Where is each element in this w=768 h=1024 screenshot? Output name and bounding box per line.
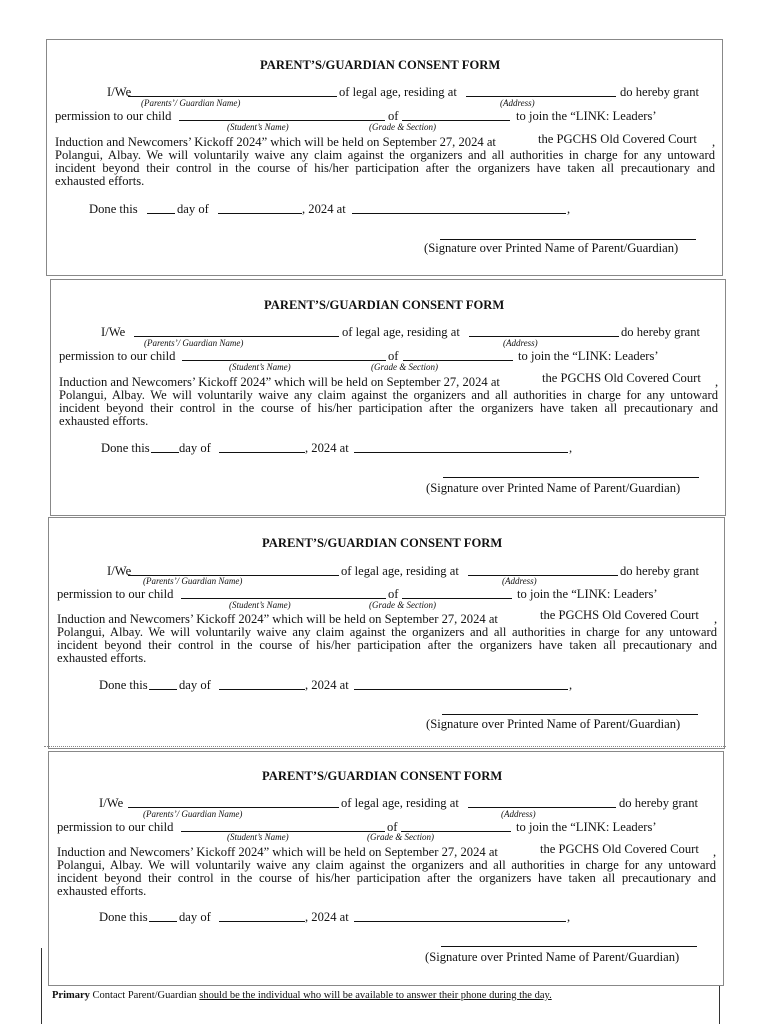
grant-text: do hereby grant xyxy=(620,564,700,578)
month-field[interactable] xyxy=(219,921,305,922)
consent-form-3 xyxy=(48,517,725,749)
parent-name-caption: (Parents’/ Guardian Name) xyxy=(144,338,244,348)
venue-comma: , xyxy=(712,135,716,149)
month-field[interactable] xyxy=(219,452,305,453)
legal-age-text: of legal age, residing at xyxy=(342,325,460,339)
join-text: to join the “LINK: Leaders’ xyxy=(518,349,659,363)
form-title: PARENT’S/GUARDIAN CONSENT FORM xyxy=(264,298,505,312)
waiver-line-2: incident beyond their control in the course of his/her participation after the organizers have taken all precautionary and xyxy=(57,638,717,652)
join-text: to join the “LINK: Leaders’ xyxy=(517,587,658,601)
address-field[interactable] xyxy=(468,575,618,576)
venue-text: the PGCHS Old Covered Court xyxy=(542,371,701,385)
student-name-field[interactable] xyxy=(179,120,385,121)
place-comma: , xyxy=(569,441,573,455)
waiver-line-1: Polangui, Albay. We will voluntarily waive any claim against the organizers and all authorities in charge for any untoward xyxy=(57,858,716,872)
place-field[interactable] xyxy=(354,452,568,453)
legal-age-text: of legal age, residing at xyxy=(341,796,459,810)
place-field[interactable] xyxy=(352,213,566,214)
signature-caption: (Signature over Printed Name of Parent/Guardian) xyxy=(425,950,680,964)
venue-comma: , xyxy=(713,845,717,859)
done-this-text: Done this xyxy=(99,910,148,924)
day-field[interactable] xyxy=(149,921,177,922)
student-name-caption: (Student’s Name) xyxy=(227,832,289,842)
year-at-text: , 2024 at xyxy=(302,202,346,216)
waiver-line-2: incident beyond their control in the course of his/her participation after the organizers have taken all precautionary and xyxy=(55,161,715,175)
consent-form-4 xyxy=(48,751,724,986)
venue-text: the PGCHS Old Covered Court xyxy=(540,608,699,622)
venue-comma: , xyxy=(714,612,718,626)
of-text: of xyxy=(387,820,398,834)
parent-name-field[interactable] xyxy=(134,336,339,337)
permission-text: permission to our child xyxy=(59,349,176,363)
place-field[interactable] xyxy=(354,689,568,690)
signature-field[interactable] xyxy=(443,477,699,478)
grade-section-field[interactable] xyxy=(402,120,510,121)
left-border-line xyxy=(41,948,42,1024)
grant-text: do hereby grant xyxy=(619,796,699,810)
waiver-line-1: Polangui, Albay. We will voluntarily waive any claim against the organizers and all authorities in charge for any untoward xyxy=(55,148,715,162)
student-name-caption: (Student’s Name) xyxy=(227,122,289,132)
venue-comma: , xyxy=(715,375,719,389)
parent-name-caption: (Parents’/ Guardian Name) xyxy=(143,809,243,819)
parent-name-caption: (Parents’/ Guardian Name) xyxy=(143,576,243,586)
primary-contact-note xyxy=(52,990,552,1001)
legal-age-text: of legal age, residing at xyxy=(341,564,459,578)
day-of-text: day of xyxy=(179,678,211,692)
day-field[interactable] xyxy=(151,452,179,453)
induction-text: Induction and Newcomers’ Kickoff 2024” which will be held on September 27, 2024 at xyxy=(55,135,496,149)
signature-caption: (Signature over Printed Name of Parent/Guardian) xyxy=(426,717,681,731)
student-name-caption: (Student’s Name) xyxy=(229,362,291,372)
done-this-text: Done this xyxy=(99,678,148,692)
waiver-line-1: Polangui, Albay. We will voluntarily waive any claim against the organizers and all authorities in charge for any untoward xyxy=(57,625,717,639)
iwe-label: I/We xyxy=(107,564,132,578)
iwe-label: I/We xyxy=(99,796,124,810)
waiver-line-3: exhausted efforts. xyxy=(55,174,145,188)
address-field[interactable] xyxy=(466,96,616,97)
iwe-label: I/We xyxy=(101,325,126,339)
waiver-line-1: Polangui, Albay. We will voluntarily waive any claim against the organizers and all authorities in charge for any untoward xyxy=(59,388,718,402)
parent-name-field[interactable] xyxy=(128,96,337,97)
address-field[interactable] xyxy=(469,336,619,337)
day-field[interactable] xyxy=(147,213,175,214)
address-field[interactable] xyxy=(468,807,616,808)
signature-caption: (Signature over Printed Name of Parent/Guardian) xyxy=(426,481,681,495)
day-of-text: day of xyxy=(177,202,209,216)
grade-section-field[interactable] xyxy=(402,598,512,599)
induction-text: Induction and Newcomers’ Kickoff 2024” which will be held on September 27, 2024 at xyxy=(59,375,500,389)
place-comma: , xyxy=(569,678,573,692)
place-comma: , xyxy=(567,202,571,216)
year-at-text: , 2024 at xyxy=(305,910,349,924)
contact-label: Contact Parent/Guardian xyxy=(89,990,200,1001)
of-text: of xyxy=(388,349,399,363)
induction-text: Induction and Newcomers’ Kickoff 2024” which will be held on September 27, 2024 at xyxy=(57,612,498,626)
parent-name-field[interactable] xyxy=(128,807,339,808)
signature-field[interactable] xyxy=(442,714,698,715)
waiver-line-3: exhausted efforts. xyxy=(59,414,149,428)
day-of-text: day of xyxy=(179,441,211,455)
day-of-text: day of xyxy=(179,910,211,924)
cut-line xyxy=(44,746,726,747)
grant-text: do hereby grant xyxy=(620,85,700,99)
student-name-caption: (Student’s Name) xyxy=(229,600,291,610)
venue-text: the PGCHS Old Covered Court xyxy=(538,132,697,146)
form-title: PARENT’S/GUARDIAN CONSENT FORM xyxy=(260,58,501,72)
address-caption: (Address) xyxy=(503,338,538,348)
grade-section-caption: (Grade & Section) xyxy=(369,122,436,132)
of-text: of xyxy=(388,109,399,123)
student-name-field[interactable] xyxy=(181,598,386,599)
grade-section-field[interactable] xyxy=(403,360,513,361)
form-title: PARENT’S/GUARDIAN CONSENT FORM xyxy=(262,769,503,783)
iwe-label: I/We xyxy=(107,85,132,99)
place-comma: , xyxy=(567,910,571,924)
grade-section-caption: (Grade & Section) xyxy=(371,362,438,372)
induction-text: Induction and Newcomers’ Kickoff 2024” which will be held on September 27, 2024 at xyxy=(57,845,498,859)
student-name-field[interactable] xyxy=(182,360,386,361)
signature-caption: (Signature over Printed Name of Parent/Guardian) xyxy=(424,241,679,255)
waiver-line-2: incident beyond their control in the course of his/her participation after the organizers have taken all precautionary and xyxy=(59,401,718,415)
done-this-text: Done this xyxy=(89,202,138,216)
month-field[interactable] xyxy=(219,689,305,690)
venue-text: the PGCHS Old Covered Court xyxy=(540,842,699,856)
signature-field[interactable] xyxy=(441,946,697,947)
grade-section-caption: (Grade & Section) xyxy=(369,600,436,610)
signature-field[interactable] xyxy=(440,239,696,240)
address-caption: (Address) xyxy=(502,576,537,586)
waiver-line-3: exhausted efforts. xyxy=(57,651,147,665)
join-text: to join the “LINK: Leaders’ xyxy=(516,109,657,123)
right-border-line xyxy=(719,986,720,1024)
permission-text: permission to our child xyxy=(55,109,172,123)
waiver-line-3: exhausted efforts. xyxy=(57,884,147,898)
consent-form-2 xyxy=(50,279,726,516)
primary-label: Primary xyxy=(52,990,90,1001)
permission-text: permission to our child xyxy=(57,820,174,834)
grade-section-caption: (Grade & Section) xyxy=(367,832,434,842)
join-text: to join the “LINK: Leaders’ xyxy=(516,820,657,834)
of-text: of xyxy=(388,587,399,601)
legal-age-text: of legal age, residing at xyxy=(339,85,457,99)
done-this-text: Done this xyxy=(101,441,150,455)
form-title: PARENT’S/GUARDIAN CONSENT FORM xyxy=(262,536,503,550)
waiver-line-2: incident beyond their control in the course of his/her participation after the organizers have taken all precautionary and xyxy=(57,871,716,885)
grant-text: do hereby grant xyxy=(621,325,701,339)
contact-instruction: should be the individual who will be available to answer their phone during the day. xyxy=(199,990,552,1001)
address-caption: (Address) xyxy=(500,98,535,108)
parent-name-caption: (Parents’/ Guardian Name) xyxy=(141,98,241,108)
day-field[interactable] xyxy=(149,689,177,690)
year-at-text: , 2024 at xyxy=(305,678,349,692)
month-field[interactable] xyxy=(218,213,302,214)
address-caption: (Address) xyxy=(501,809,536,819)
place-field[interactable] xyxy=(354,921,566,922)
year-at-text: , 2024 at xyxy=(305,441,349,455)
consent-form-1 xyxy=(46,39,723,276)
permission-text: permission to our child xyxy=(57,587,174,601)
